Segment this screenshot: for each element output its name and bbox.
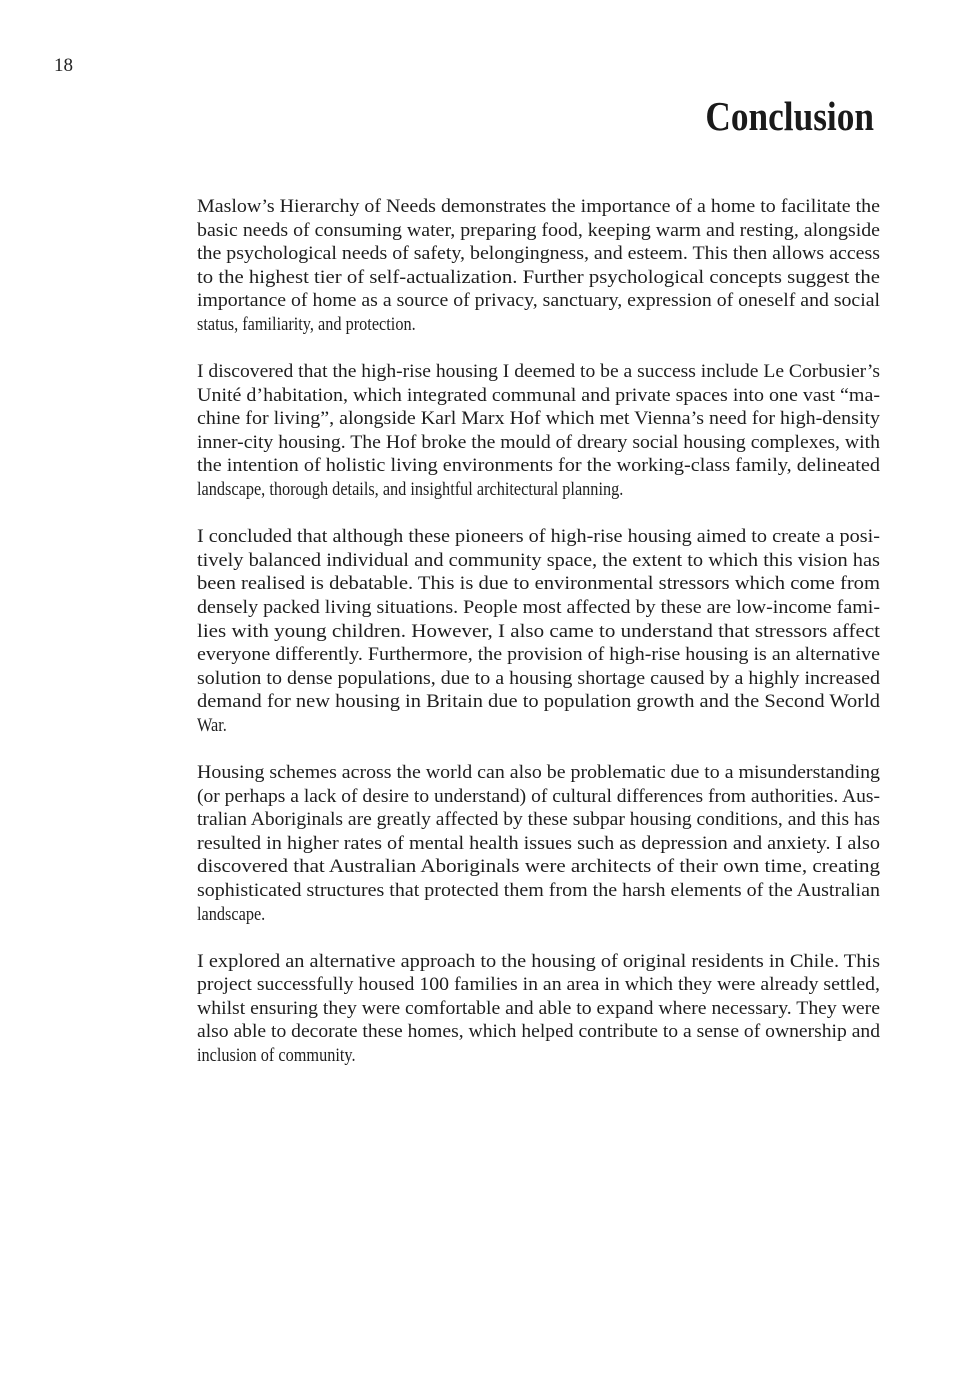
text-line: landscape. (197, 904, 266, 925)
text-line: project successfully housed 100 families in an area in which they were already settled, (197, 975, 880, 996)
text-line: I explored an alternative approach to the housing of original residents in Chile. This (197, 951, 880, 972)
text-line: chine for living”, alongside Karl Marx Hof which met Vienna’s need for high-density (197, 409, 880, 430)
text-line: landscape, thorough details, and insightful architectural planning. (197, 480, 624, 501)
text-line: I concluded that although these pioneers of high-rise housing aimed to create a posi- (197, 527, 881, 548)
text-line: inner-city housing. The Hof broke the mould of dreary social housing complexes, with (197, 432, 880, 453)
text-line: the psychological needs of safety, belongingness, and esteem. This then allows access (197, 244, 880, 265)
text-line: Maslow’s Hierarchy of Needs demonstrates the importance of a home to facilitate the (197, 197, 880, 217)
text-line: everyone differently. Furthermore, the provision of high-rise housing is an alternative (197, 645, 881, 666)
text-line: densely packed living situations. People most affected by these are low-income fami- (197, 597, 880, 618)
text-line: also able to decorate these homes, which helped contribute to a sense of ownership and (197, 1022, 880, 1043)
text-line: tively balanced individual and community space, the extent to which this vision has (197, 550, 881, 571)
text-line: lies with young children. However, I also came to understand that stressors affect (197, 621, 880, 642)
text-line: Housing schemes across the world can also be problematic due to a misunderstanding (197, 762, 880, 783)
text-line: Unité d’habitation, which integrated communal and private spaces into one vast “ma- (197, 385, 880, 406)
text-line: tralian Aboriginals are greatly affected by these subpar housing conditions, and this has (197, 810, 880, 831)
text-line: whilst ensuring they were comfortable and able to expand where necessary. They were (197, 998, 881, 1019)
text-line: I discovered that the high-rise housing I deemed to be a success include Le Corbusier’s (197, 362, 880, 383)
paragraph-aboriginal-housing (197, 762, 880, 927)
text-line: inclusion of community. (197, 1046, 356, 1066)
page-number: 18 (54, 55, 73, 76)
text-line: to the highest tier of self-actualization. Further psychological concepts suggest the (197, 267, 880, 288)
text-line: been realised is debatable. This is due to environmental stressors which come from (197, 574, 880, 595)
text-line: demand for new housing in Britain due to population growth and the Second World (197, 692, 880, 713)
text-line: sophisticated structures that protected them from the harsh elements of the Australian (197, 880, 880, 901)
paragraph-chile-approach (197, 951, 880, 1069)
text-line: the intention of holistic living environments for the working-class family, delineated (197, 456, 880, 477)
text-line: importance of home as a source of privacy, sanctuary, expression of oneself and social (197, 291, 881, 312)
text-line: status, familiarity, and protection. (197, 314, 416, 335)
text-line: resulted in higher rates of mental health issues such as depression and anxiety. I also (197, 833, 880, 854)
paragraph-maslow (197, 196, 880, 338)
text-line: solution to dense populations, due to a housing shortage caused by a highly increased (197, 668, 880, 689)
page-title: Conclusion (705, 93, 874, 139)
text-line: War. (197, 715, 227, 736)
text-line: (or perhaps a lack of desire to understand) of cultural differences from authorities. Aus- (197, 786, 881, 807)
text-line: basic needs of consuming water, preparing food, keeping warm and resting, alongside (197, 220, 880, 241)
paragraph-high-rise-success (197, 361, 880, 503)
paragraph-stressors (197, 526, 880, 738)
conclusion-body (197, 196, 880, 1092)
text-line: discovered that Australian Aboriginals were architects of their own time, creating (197, 857, 880, 878)
